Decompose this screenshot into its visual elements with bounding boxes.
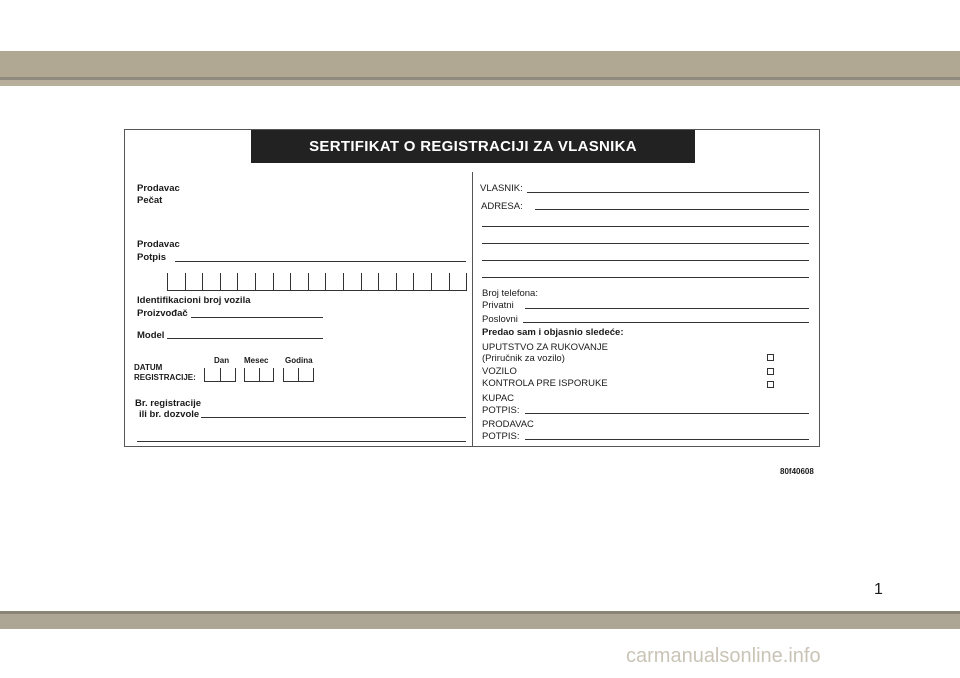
handed-over-label: Predao sam i objasnio sledeće: bbox=[482, 327, 624, 338]
buyer-label: KUPAC bbox=[482, 393, 515, 404]
dealer-stamp-label-1: Prodavac bbox=[137, 183, 180, 194]
footer-band bbox=[0, 614, 960, 629]
address-line-1[interactable] bbox=[535, 209, 809, 210]
business-phone-label: Poslovni bbox=[482, 314, 518, 325]
dealer-stamp-label-2: Pečat bbox=[137, 195, 163, 206]
year-field[interactable] bbox=[283, 368, 314, 382]
owner-label: VLASNIK: bbox=[480, 183, 523, 194]
vin-field[interactable] bbox=[167, 273, 467, 291]
buyer-signature-label: POTPIS: bbox=[482, 405, 520, 416]
header-band-lower bbox=[0, 80, 960, 86]
year-label: Godina bbox=[285, 356, 313, 365]
manual-label-1: UPUTSTVO ZA RUKOVANJE bbox=[482, 342, 608, 353]
private-phone-line[interactable] bbox=[525, 308, 809, 309]
owner-line[interactable] bbox=[527, 192, 809, 193]
seller-signature-label: POTPIS: bbox=[482, 431, 520, 442]
certificate-title: SERTIFIKAT O REGISTRACIJI ZA VLASNIKA bbox=[251, 130, 695, 163]
registration-number-label-1: Br. registracije bbox=[135, 398, 202, 409]
seller-label: PRODAVAC bbox=[482, 419, 534, 430]
private-phone-label: Privatni bbox=[482, 300, 514, 311]
header-band bbox=[0, 51, 960, 77]
dealer-signature-line[interactable] bbox=[175, 261, 466, 262]
registration-date-label-1: DATUM bbox=[134, 363, 163, 372]
watermark: carmanualsonline.info bbox=[626, 645, 821, 667]
dealer-sign-label-2: Potpis bbox=[137, 252, 167, 263]
dealer-sign-label-1: Prodavac bbox=[137, 239, 180, 250]
registration-date-label-2: REGISTRACIJE: bbox=[134, 373, 196, 382]
address-line-5[interactable] bbox=[482, 277, 809, 278]
figure-code: 80f40608 bbox=[780, 467, 814, 476]
column-divider bbox=[472, 172, 473, 447]
page-number: 1 bbox=[874, 581, 883, 598]
registration-number-line[interactable] bbox=[201, 417, 466, 418]
day-field[interactable] bbox=[204, 368, 236, 382]
business-phone-line[interactable] bbox=[523, 322, 809, 323]
manufacturer-label: Proizvođač bbox=[137, 308, 188, 319]
model-label: Model bbox=[137, 330, 165, 341]
manual-label-2: (Priručnik za vozilo) bbox=[482, 353, 565, 364]
day-label: Dan bbox=[214, 356, 230, 365]
address-line-2[interactable] bbox=[482, 226, 809, 227]
manufacturer-line[interactable] bbox=[191, 317, 323, 318]
model-line[interactable] bbox=[167, 338, 323, 339]
address-line-3[interactable] bbox=[482, 243, 809, 244]
manual-checkbox[interactable] bbox=[767, 354, 774, 361]
month-field[interactable] bbox=[244, 368, 274, 382]
registration-certificate bbox=[124, 129, 820, 447]
delivery-check-label: KONTROLA PRE ISPORUKE bbox=[482, 378, 608, 389]
registration-number-label-2: ili br. dozvole bbox=[139, 409, 200, 420]
month-label: Mesec bbox=[244, 356, 269, 365]
phone-label: Broj telefona: bbox=[482, 288, 538, 299]
extra-line[interactable] bbox=[137, 441, 466, 442]
vehicle-label: VOZILO bbox=[482, 366, 517, 377]
address-line-4[interactable] bbox=[482, 260, 809, 261]
seller-signature-line[interactable] bbox=[525, 439, 809, 440]
vin-label: Identifikacioni broj vozila bbox=[137, 295, 251, 306]
buyer-signature-line[interactable] bbox=[525, 413, 809, 414]
address-label: ADRESA: bbox=[481, 201, 523, 212]
delivery-check-checkbox[interactable] bbox=[767, 381, 774, 388]
vehicle-checkbox[interactable] bbox=[767, 368, 774, 375]
